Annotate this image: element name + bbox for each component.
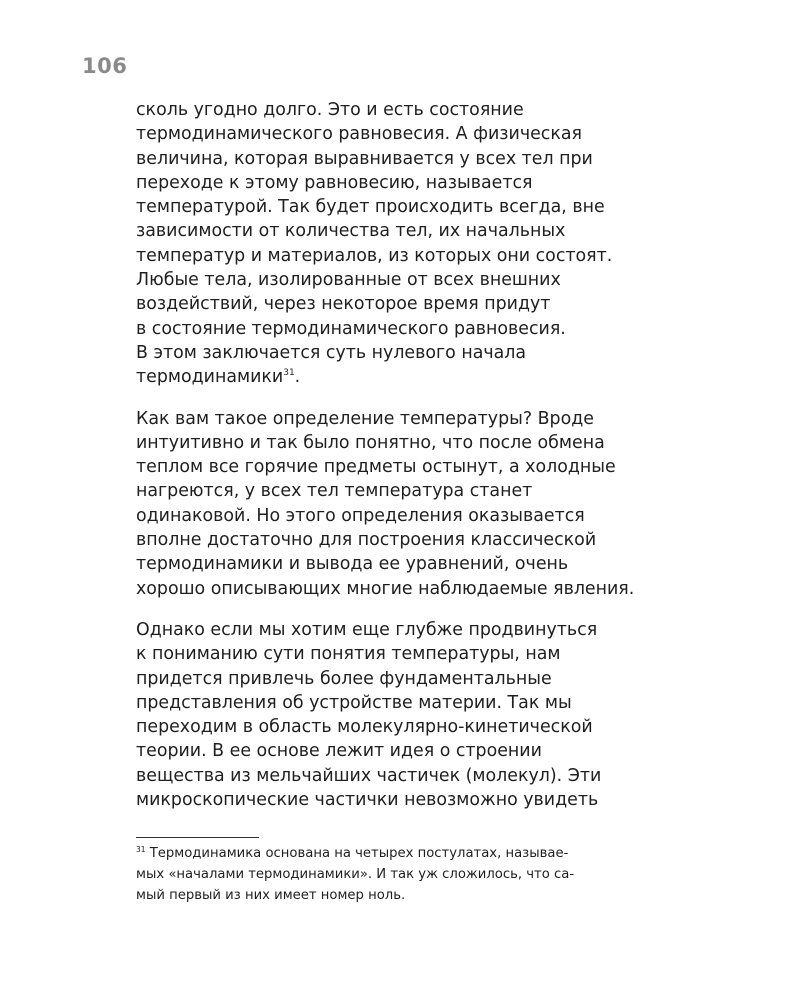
text-line: придется привлечь более фундаментальные: [136, 668, 552, 689]
text-line: в состояние термодинамического равновесия.: [136, 318, 566, 339]
text-line: вполне достаточно для построения классической: [136, 530, 597, 551]
footnote-divider: [136, 837, 259, 838]
text-line: термодинамического равновесия. А физическая: [136, 124, 582, 145]
text-line: переходим в область молекулярно-кинетической: [136, 717, 593, 738]
text-fragment: .: [294, 367, 301, 388]
paragraph-3: [136, 618, 716, 812]
text-line: величина, которая выравнивается у всех тел при: [136, 148, 593, 169]
text-line: вещества из мельчайших частичек (молекул). Эти: [136, 765, 602, 786]
text-line-last: [136, 365, 716, 389]
footnote-text: Термодинамика основана на четырех постулатах, называе-: [149, 846, 569, 861]
text-line: переходе к этому равновесию, называется: [136, 172, 533, 193]
text-line: термодинамики и вывода ее уравнений, очень: [136, 554, 569, 575]
body-text: [136, 98, 716, 812]
text-line: представления об устройстве материи. Так мы: [136, 692, 572, 713]
text-line: интуитивно и так было понятно, что после обмена: [136, 432, 605, 453]
footnote-reference: 31: [283, 368, 295, 379]
text-line: температурой. Так будет происходить всегда, вне: [136, 197, 605, 218]
text-line: нагреются, у всех тел температура станет: [136, 481, 533, 502]
text-line: хорошо описывающих многие наблюдаемые явления.: [136, 578, 635, 599]
text-line: микроскопические частички невозможно увидеть: [136, 790, 599, 811]
text-line: теплом все горячие предметы остынут, а холодные: [136, 457, 616, 478]
text-line: одинаковой. Но этого определения оказывается: [136, 505, 585, 526]
text-line: теории. В ее основе лежит идея о строении: [136, 741, 542, 762]
text-line: к пониманию сути понятия температуры, нам: [136, 644, 561, 665]
text-fragment: термодинамики: [136, 367, 284, 388]
text-line: воздействий, через некоторое время придут: [136, 294, 551, 315]
paragraph-2: [136, 407, 716, 601]
text-line: В этом заключается суть нулевого начала: [136, 342, 527, 363]
footnote: [136, 843, 696, 906]
footnote-number: 31: [136, 845, 146, 854]
footnote-line: мый первый из них имеет номер ноль.: [136, 888, 406, 903]
text-line: температур и материалов, из которых они состоят.: [136, 245, 613, 266]
text-line: Однако если мы хотим еще глубже продвинуться: [136, 619, 598, 640]
text-line: сколь угодно долго. Это и есть состояние: [136, 100, 524, 120]
text-line: Как вам такое определение температуры? Вроде: [136, 408, 594, 429]
footnote-line: мых «началами термодинамики». И так уж сложилось, что са-: [136, 867, 575, 882]
page-number: 106: [82, 54, 128, 78]
text-line: Любые тела, изолированные от всех внешних: [136, 270, 561, 291]
footnote-line: [136, 843, 696, 864]
text-line: зависимости от количества тел, их начальных: [136, 221, 566, 242]
paragraph-1: [136, 98, 716, 390]
